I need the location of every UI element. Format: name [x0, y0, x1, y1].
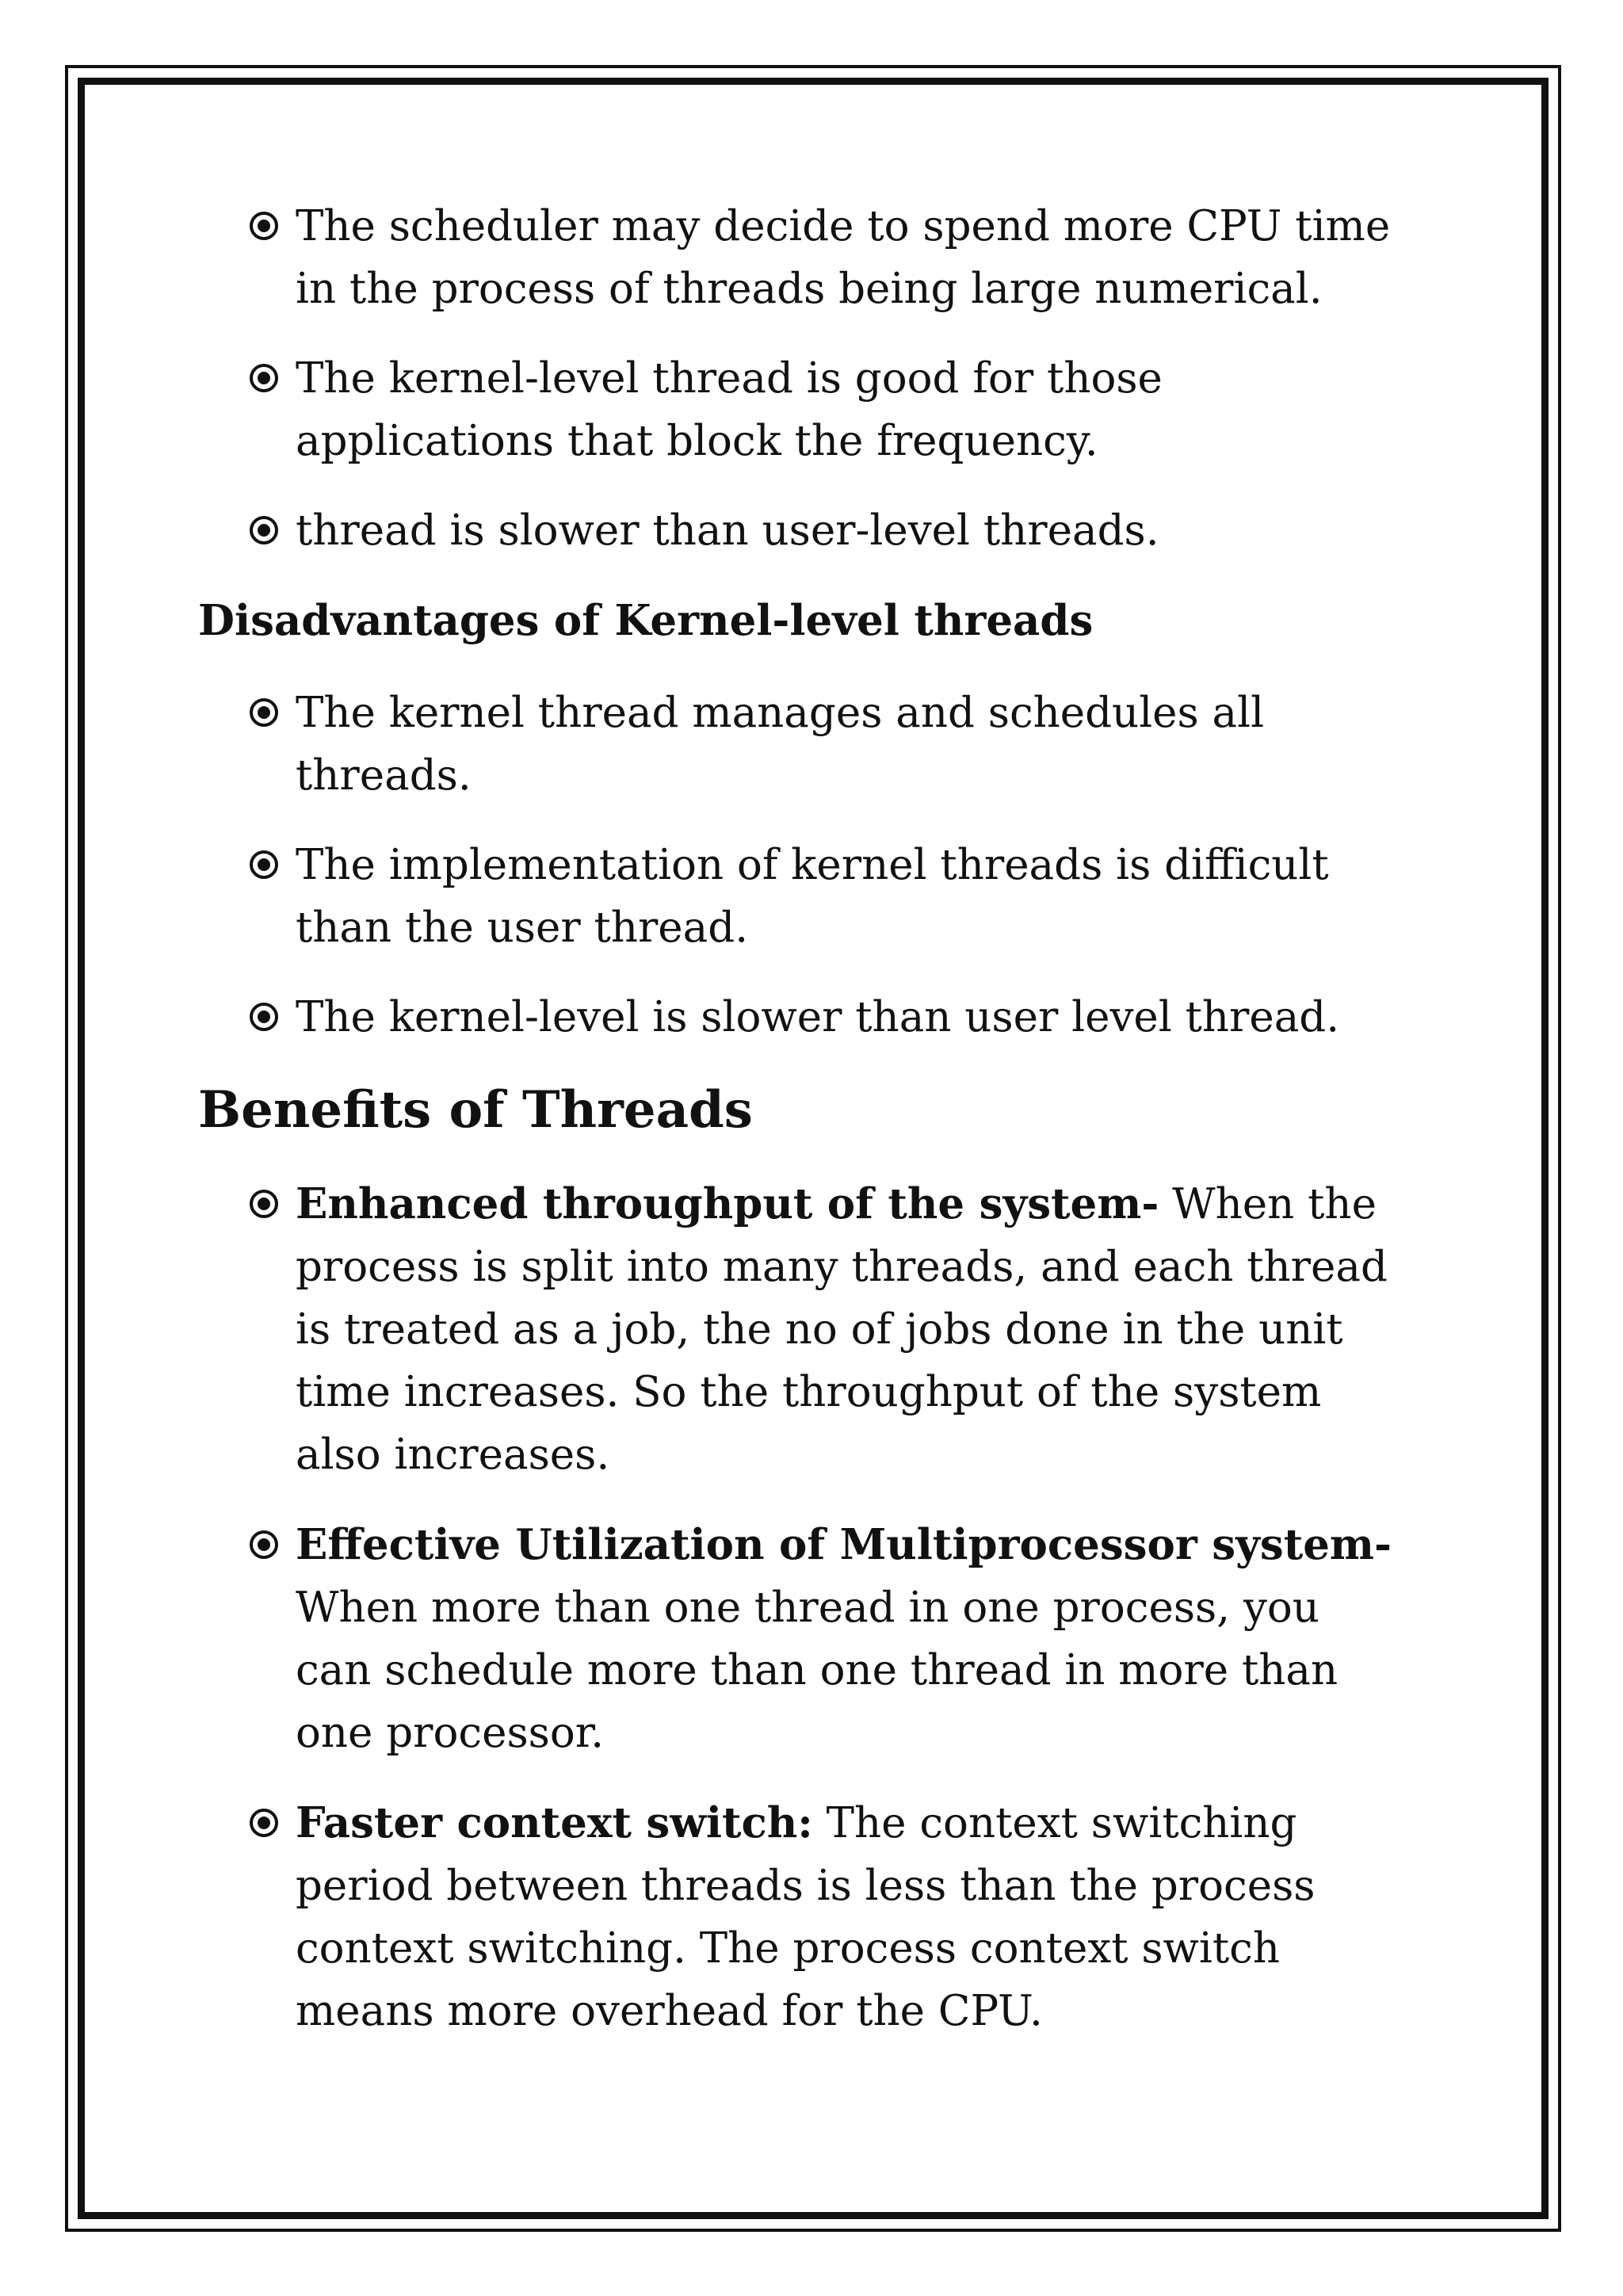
list-item-text: When more than one thread in one process, you can schedule more than one thread in more than one processor.	[296, 1584, 1338, 1757]
list-item	[248, 1514, 1461, 1764]
list-item-text: The context switching period between threads is less than the process context switching. The process context switch means more overhead for the CPU.	[296, 1799, 1316, 2035]
list-item-text: The scheduler may decide to spend more CPU time in the process of threads being large numerical.	[296, 202, 1391, 313]
list-item-lead: Enhanced throughput of the system-	[296, 1179, 1159, 1228]
circled-dot-icon	[248, 362, 280, 394]
section-heading-benefits: Benefits of Threads	[198, 1080, 753, 1140]
list-item	[248, 347, 1461, 472]
circled-dot-icon	[248, 1188, 280, 1220]
circled-dot-icon	[248, 697, 280, 728]
circled-dot-icon	[248, 849, 280, 881]
list-item-text: The kernel-level thread is good for those applications that block the frequency.	[296, 354, 1163, 465]
list-item-lead: Faster context switch:	[296, 1798, 813, 1847]
list-item	[248, 499, 1461, 562]
list-item	[248, 986, 1461, 1049]
list-item	[248, 195, 1461, 320]
list-item-text: The kernel thread manages and schedules all threads.	[296, 689, 1265, 800]
section-heading-disadvantages: Disadvantages of Kernel-level threads	[198, 596, 1094, 645]
circled-dot-icon	[248, 1001, 280, 1033]
list-item-text: The kernel-level is slower than user level thread.	[296, 993, 1340, 1041]
list-item	[248, 1173, 1461, 1486]
list-item	[248, 1792, 1461, 2042]
list-item-lead: Effective Utilization of Multiprocessor system-	[296, 1520, 1392, 1569]
circled-dot-icon	[248, 514, 280, 546]
circled-dot-icon	[248, 210, 280, 242]
circled-dot-icon	[248, 1807, 280, 1839]
circled-dot-icon	[248, 1529, 280, 1561]
list-item	[248, 682, 1461, 807]
list-item-text: The implementation of kernel threads is difficult than the user thread.	[296, 841, 1329, 952]
list-item-text: thread is slower than user-level threads.	[296, 506, 1159, 555]
list-item	[248, 834, 1461, 959]
list-item-text: When the process is split into many threads, and each thread is treated as a job, the no of jobs done in the unit time increases. So the throughput of the system also increases.	[296, 1180, 1388, 1479]
